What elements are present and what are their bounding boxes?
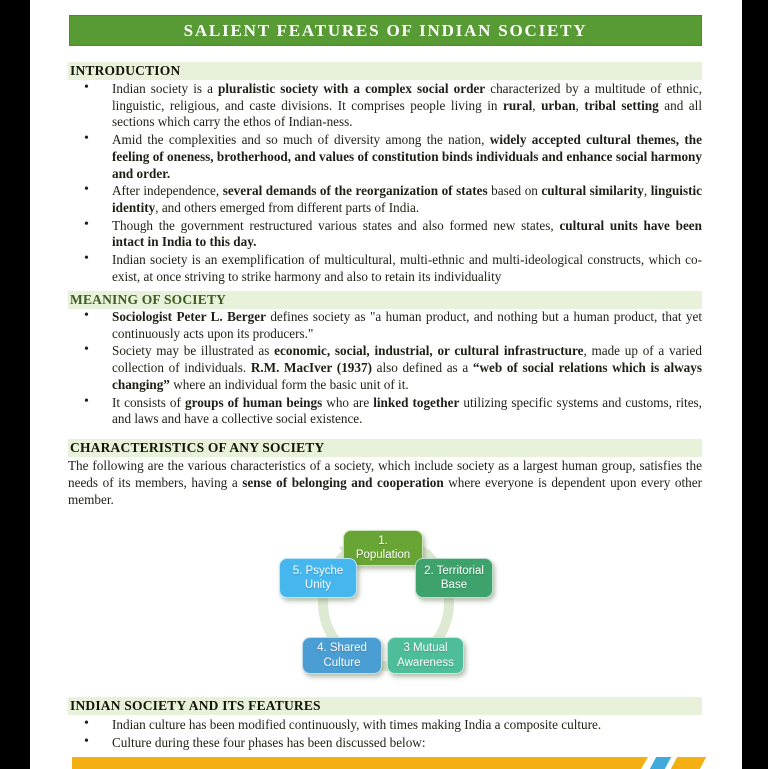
footer-decorative-bar: [0, 757, 768, 769]
bullet-marker: •: [84, 182, 89, 198]
text-segment: “web of social relations which is always changing”: [112, 360, 702, 392]
section-heading-text: MEANING OF SOCIETY: [70, 292, 227, 307]
bullet-marker: •: [84, 251, 89, 267]
text-segment: R.M. MacIver (1937): [250, 360, 372, 376]
text-segment: ,: [575, 97, 585, 113]
node-label-line1: 5. Psyche: [292, 564, 344, 577]
node-label-line1: 2. Territorial: [424, 564, 484, 577]
bullet-item: [68, 343, 702, 393]
text-segment: groups of human beings: [184, 394, 323, 410]
bullet-item: [68, 252, 702, 285]
bullet-marker: •: [84, 131, 89, 147]
text-segment: pluralistic society with a complex social order: [218, 81, 486, 96]
text-segment: ,: [643, 183, 651, 199]
bullet-item: [68, 81, 702, 131]
node-label-line1: 1.: [378, 534, 388, 547]
bullet-item: [68, 132, 702, 182]
characteristics-paragraph: [68, 457, 702, 513]
text-segment: Indian society is a: [112, 81, 219, 96]
text-segment: also defined as a: [371, 360, 473, 376]
bullet-marker: •: [84, 733, 89, 749]
text-segment: utilizing specific systems and customs, rites, and laws and have a collective social existence.: [112, 394, 702, 427]
text-segment: Society may be illustrated as: [112, 343, 275, 359]
text-segment: and all sections which carry the ethos of Indian-ness.: [112, 97, 702, 130]
text-segment: defines society as "a human product, and nothing but a human product, that yet continuously acts upon its producers.": [112, 309, 702, 341]
text-segment: , and others emerged from different parts of India.: [155, 199, 420, 215]
text-segment: After independence,: [112, 183, 223, 199]
text-segment: sense of belonging and cooperation: [242, 475, 444, 491]
text-segment: linguistic identity: [112, 183, 702, 215]
bullet-item: [68, 395, 702, 428]
society-characteristics-cycle-diagram: [30, 520, 742, 698]
text-segment: Sociologist Peter L. Berger: [112, 309, 266, 324]
node-label-line2: Base: [440, 579, 468, 591]
text-segment: economic, social, industrial, or cultural infrastructure: [274, 343, 584, 359]
section-heading-characteristics: [68, 439, 702, 457]
text-segment: Amid the complexities and so much of diversity among the nation,: [112, 132, 490, 148]
node-label-line2: Population: [355, 549, 411, 561]
diagram-node-territorial-base: [415, 558, 493, 598]
text-segment: tribal setting: [584, 97, 659, 113]
bullet-marker: •: [84, 216, 89, 232]
section-heading-text: INDIAN SOCIETY AND ITS FEATURES: [70, 698, 321, 713]
node-label-line2: Unity: [304, 579, 332, 591]
text-segment: characterized by a multitude of ethnic, linguistic, religious, and caste divisions. It comprises people living in: [112, 81, 702, 113]
page-margin-left: [0, 0, 30, 769]
text-segment: ,: [532, 97, 542, 113]
node-label-line2: Awareness: [397, 656, 454, 669]
node-label-line1: 3 Mutual: [403, 642, 448, 655]
text-segment: linked together: [373, 394, 460, 410]
text-segment: rural: [502, 97, 533, 113]
introduction-bullet-list: [68, 81, 702, 290]
bullet-item: [68, 717, 702, 734]
bullet-marker: •: [84, 717, 89, 731]
bullet-item: [68, 218, 702, 251]
features-bullet-list: [68, 717, 702, 757]
text-segment: , made up of a varied collection of individuals.: [112, 343, 702, 376]
footer-bar-main: [72, 757, 648, 769]
text-segment: cultural units have been intact in India to this day.: [112, 217, 702, 250]
text-segment: It consists of: [112, 394, 185, 410]
text-segment: cultural similarity: [541, 183, 644, 199]
node-label-line1: 4. Shared: [317, 642, 367, 655]
text-segment: urban: [541, 97, 576, 113]
diagram-node-psyche-unity: [279, 558, 357, 598]
bullet-item: [68, 183, 702, 216]
text-segment: Indian society is an exemplification of multicultural, multi-ethnic and multi-ideological constructs, which co-exist, at once striving to strike harmony and also to retain its individuality: [112, 252, 702, 284]
footer-bar-tail: [671, 757, 706, 769]
section-heading-meaning: [68, 291, 702, 309]
node-label-line2: Culture: [323, 656, 361, 669]
text-segment: where everyone is dependent upon every other member.: [68, 475, 702, 508]
text-segment: widely accepted cultural themes, the feeling of oneness, brotherhood, and values of constitution binds individuals and enhance social harmony and order.: [112, 132, 702, 181]
text-segment: Though the government restructured various states and also formed new states,: [112, 217, 560, 233]
section-heading-text: CHARACTERISTICS OF ANY SOCIETY: [70, 440, 325, 455]
text-segment: who are: [322, 394, 374, 410]
bullet-marker: •: [84, 81, 89, 95]
document-title: SALIENT FEATURES OF INDIAN SOCIETY: [183, 20, 588, 40]
document-title-banner: [69, 15, 702, 46]
diagram-node-mutual-awareness: [387, 637, 464, 674]
bullet-marker: •: [84, 342, 89, 358]
bullet-item: [68, 735, 702, 752]
section-heading-features: [68, 697, 702, 715]
bullet-item: [68, 309, 702, 342]
text-segment: several demands of the reorganization of states: [222, 183, 488, 199]
text-segment: Culture during these four phases has been discussed below:: [112, 734, 426, 750]
section-heading-introduction: [68, 62, 702, 80]
text-segment: The following are the various characteristics of a society, which include society as a largest human group, satisfies the needs of its members, having a: [68, 458, 702, 491]
diagram-node-shared-culture: [302, 637, 382, 674]
text-segment: based on: [487, 183, 542, 199]
meaning-bullet-list: [68, 309, 702, 438]
text-segment: where an individual form the basic unit of it.: [169, 376, 409, 392]
bullet-marker: •: [84, 309, 89, 323]
text-segment: Indian culture has been modified continuously, with times making India a composite culture.: [112, 717, 602, 732]
footer-bar-blue-stripe: [650, 757, 671, 769]
bullet-marker: •: [84, 393, 89, 409]
page-margin-right: [742, 0, 768, 769]
section-heading-text: INTRODUCTION: [70, 63, 181, 78]
